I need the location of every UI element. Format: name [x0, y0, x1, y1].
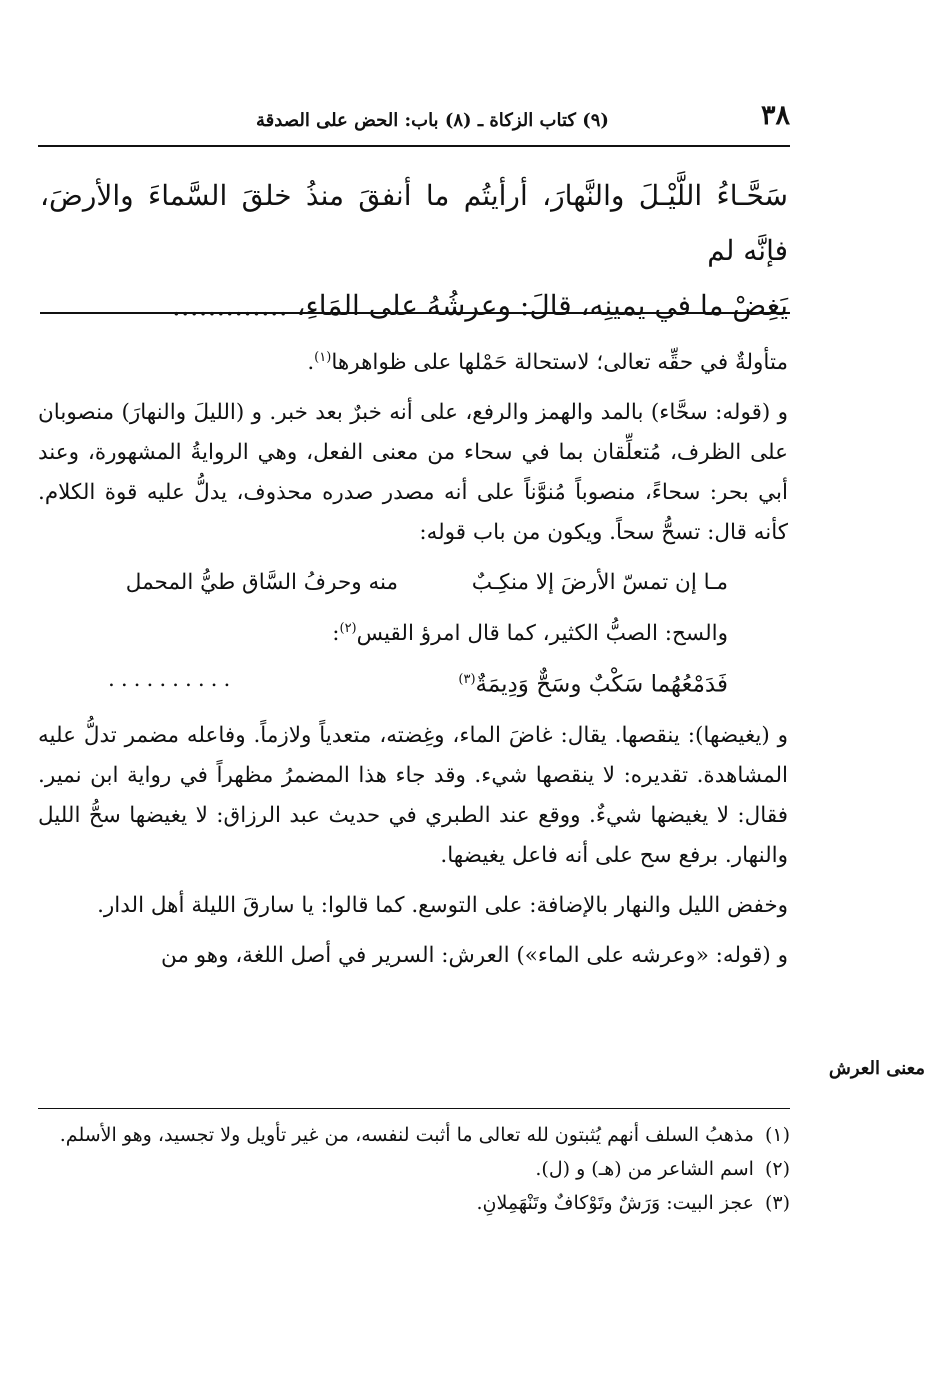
hadith-line-1: سَحَّـاءُ اللَّيْـلَ والنَّهارَ، أرأيتُم ما أنفقَ منذُ خلقَ السَّماءَ والأرضَ، فإنَّه لم — [40, 179, 788, 267]
paragraph-6: و (قوله: «وعرشه على الماء») العرش: السرير في أصل اللغة، وهو من — [160, 943, 788, 969]
verse-2-hemistich: فَدَمْعُهُما سَكْبٌ وسَحٌّ وَدِيمَةٌ — [475, 671, 728, 698]
paragraph-1 — [38, 338, 788, 383]
footnote-1 — [38, 1118, 790, 1152]
hadith-ellipsis: ............. — [171, 289, 288, 322]
footnote-2-text: اسم الشاعر من (هـ) و (ل). — [535, 1158, 754, 1180]
paragraph-1-text: متأولةٌ في حقِّه تعالى؛ لاستحالة حَمْلها على ظواهرها — [331, 350, 788, 376]
footnote-ref-3: (٣) — [458, 672, 476, 688]
hadith-line-2 — [40, 278, 788, 333]
paragraph-3-text: والسح: الصبُّ الكثير، كما قال امرؤ القيس — [356, 621, 728, 647]
footnote-rule — [38, 1108, 790, 1109]
footnote-3 — [38, 1186, 790, 1220]
verse-2-ellipsis: .......... — [108, 667, 237, 693]
footnote-2-number: (٢) — [764, 1158, 790, 1180]
verse-2-text — [458, 660, 728, 705]
hadith-line-2-text: يَغِضْ ما في يمينِه، قالَ: وعرشُهُ على المَاءِ، — [296, 289, 788, 322]
page-number: ٣٨ — [760, 100, 790, 131]
footnote-3-number: (٣) — [764, 1192, 790, 1214]
paragraph-3-end: : — [332, 621, 340, 647]
footnotes — [38, 1118, 790, 1220]
footnote-2 — [38, 1152, 790, 1186]
header-rule — [38, 145, 790, 147]
paragraph-4: و (يغيضها): ينقصها. يقال: غاضَ الماء، وغِضته، متعدياً ولازماً. وفاعله مضمر تدلُّ عليه المشاهدة. تقديره: لا ينقصها شيء. وقد جاء هذا المضمرُ مظهراً في رواية ابن نمير. فقال: لا يغيضها شيءٌ. ووقع عند الطبري في حديث عبد الرزاق: لا يغيضها سحُّ الليل والنهار. برفع سح على أنه فاعل يغيضها. — [38, 723, 788, 869]
footnote-1-text: مذهبُ السلف أنهم يُثبتون لله تعالى ما أثبت لنفسه، من غير تأويل ولا تجسيد، وهو الأسلم. — [59, 1124, 754, 1146]
verse-1-second-hemistich: منه وحرفُ السَّاق طيُّ المحمل — [125, 570, 398, 596]
footnote-3-text: عجز البيت: وَرَشٌ وتَوْكافٌ وتَنْهَمِلانِ. — [476, 1192, 754, 1214]
hadith-rule — [40, 312, 790, 314]
verse-2 — [38, 660, 788, 706]
footnote-ref-2: (٢) — [339, 621, 357, 637]
hadith-text — [40, 168, 788, 333]
margin-heading: معنى العرش — [828, 1058, 925, 1079]
commentary — [38, 338, 788, 986]
verse-1 — [38, 563, 788, 603]
paragraph-1-end: . — [307, 350, 315, 376]
page-header — [40, 100, 790, 144]
footnote-ref-1: (١) — [314, 350, 332, 365]
footnote-1-number: (١) — [764, 1124, 790, 1146]
running-title: (٩) كتاب الزكاة ـ (٨) باب: الحض على الصدقة — [256, 110, 609, 131]
paragraph-5: وخفض الليل والنهار بالإضافة: على التوسع. كما قالوا: يا سارقَ الليلة أهل الدار. — [97, 893, 788, 919]
paragraph-3 — [38, 609, 788, 654]
paragraph-2: و (قوله: سحَّاء) بالمد والهمز والرفع، على أنه خبرٌ بعد خبر. و (الليلَ والنهارَ) منصوبان على الظرف، مُتعلِّقان بما في سحاء من معنى الفعل، وهي الروايةُ المشهورة، وعند أبي بحر: سحاءً، منصوباً مُنوَّناً على أنه مصدر صدره محذوف، يدلُّ عليه قوة الكلام. كأنه قال: تسحُّ سحاً. ويكون من باب قوله: — [38, 400, 788, 546]
verse-1-first-hemistich: مـا إن تمسّ الأرضَ إلا منكِـبٌ — [471, 570, 728, 596]
